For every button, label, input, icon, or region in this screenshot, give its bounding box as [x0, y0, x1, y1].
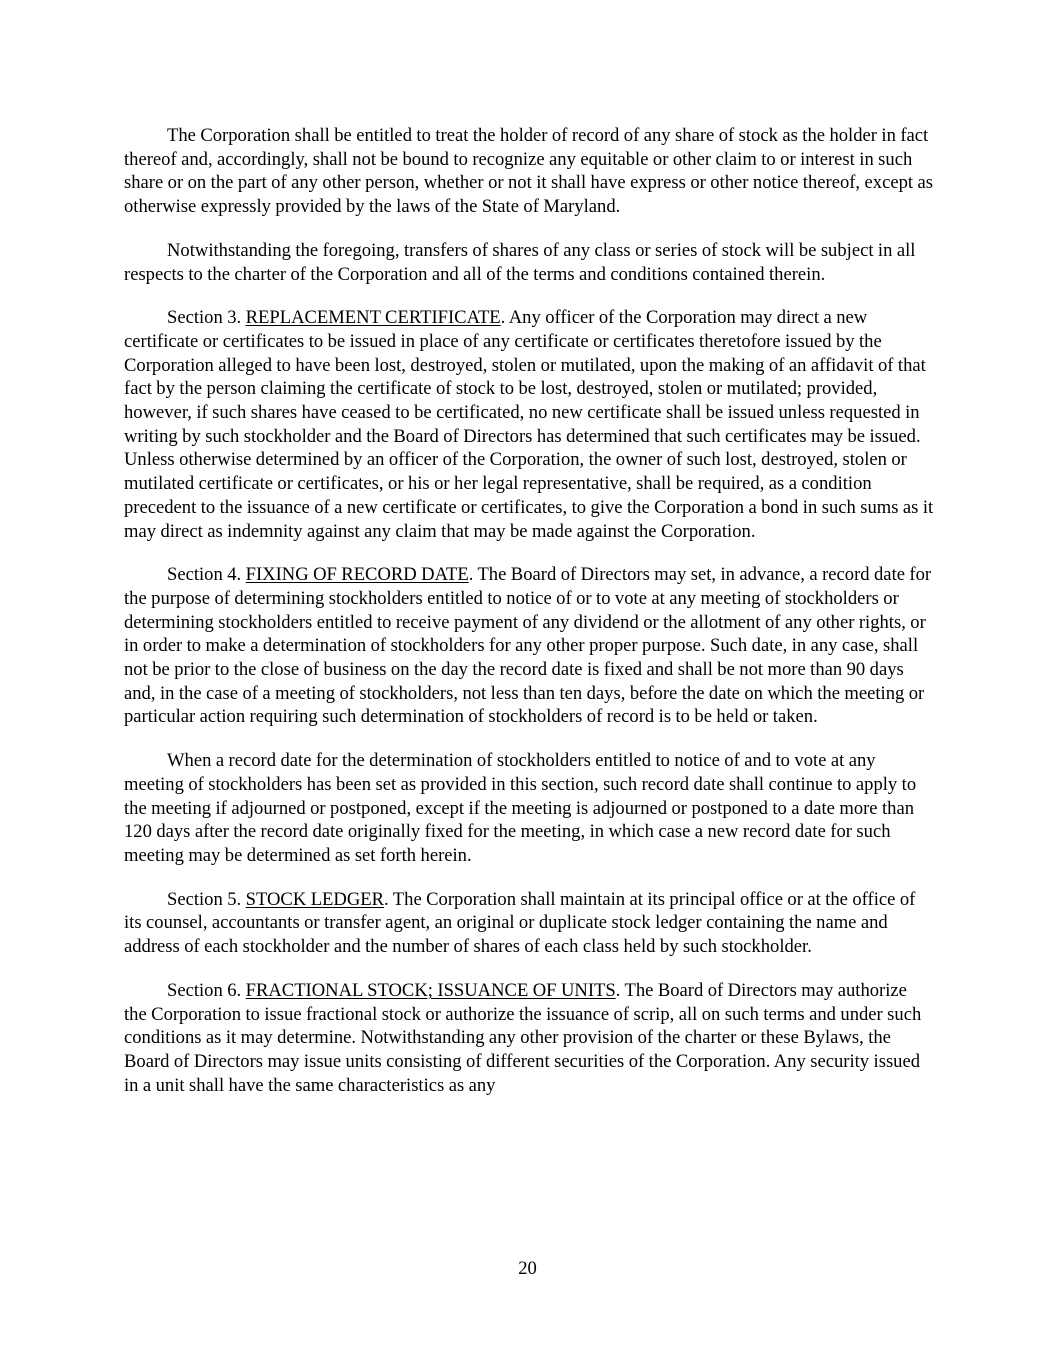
paragraph-transfers: [124, 239, 934, 286]
paragraph-text: . The Corporation shall maintain at its principal office or at the office of its counsel, accountants or transfer agent, an original or duplicate stock ledger containing the name and address of each stockholder and the number of shares of each class held by such stockholder.: [124, 888, 916, 958]
paragraph-text: . Any officer of the Corporation may direct a new certificate or certificates to be issued in place of any certificate or certificates theretofore issued by the Corporation alleged to have been lost, destroyed, stolen or mutilated, upon the making of an affidavit of that fact by the person claiming the certificate of stock to be lost, destroyed, stolen or mutilated; provided, however, if such shares have ceased to be certificated, no new certificate shall be issued unless requested in writing by such stockholder and the Board of Directors has determined that such certificates may be issued. Unless otherwise determined by an officer of the Corporation, the owner of such lost, destroyed, stolen or mutilated certificate or certificates, or his or her legal representative, shall be required, as a condition precedent to the issuance of a new certificate or certificates, to give the Corporation a bond in such sums as it may direct as indemnity against any claim that may be made against the Corporation.: [124, 307, 934, 542]
section-number: Section 4.: [167, 564, 246, 586]
paragraph-section-3: [124, 306, 934, 543]
paragraph-text: When a record date for the determination of stockholders entitled to notice of and to vote at any meeting of stockholders has been set as provided in this section, such record date shall continue to apply to the meeting if adjourned or postponed, except if the meeting is adjourned or postponed to a date more than 120 days after the record date originally fixed for the meeting, in which case a new record date for such meeting may be determined as set forth herein.: [124, 750, 917, 866]
section-number: Section 5.: [167, 888, 246, 910]
paragraph-record-date-continuation: [124, 749, 934, 868]
section-heading-stock-ledger: STOCK LEDGER: [245, 888, 385, 910]
paragraph-section-6: [124, 979, 934, 1098]
paragraph-record-holder: [124, 124, 934, 219]
paragraph-text: The Corporation shall be entitled to treat the holder of record of any share of stock as the holder in fact thereof and, accordingly, shall not be bound to recognize any equitable or other claim to or interest in such share or on the part of any other person, whether or not it shall have express or other notice thereof, except as otherwise expressly provided by the laws of the State of Maryland.: [124, 125, 933, 218]
paragraph-section-4: [124, 563, 934, 729]
section-heading-fractional-stock: FRACTIONAL STOCK; ISSUANCE OF UNITS: [245, 979, 616, 1001]
section-heading-replacement-certificate: REPLACEMENT CERTIFICATE: [245, 307, 501, 329]
paragraph-text: Notwithstanding the foregoing, transfers of shares of any class or series of stock will be subject in all respects to the charter of the Corporation and all of the terms and conditions contained therein.: [124, 239, 916, 285]
section-number: Section 6.: [167, 979, 246, 1001]
paragraph-section-5: [124, 888, 934, 959]
section-heading-fixing-of-record-date: FIXING OF RECORD DATE: [245, 564, 469, 586]
page-number: 20: [518, 1258, 537, 1279]
paragraph-text: . The Board of Directors may authorize the Corporation to issue fractional stock or authorize the issuance of scrip, all on such terms and under such conditions as it may determine. Notwithstanding any other provision of the charter or these Bylaws, the Board of Directors may issue units consisting of different securities of the Corporation. Any security issued in a unit shall have the same characteristics as any: [124, 979, 922, 1096]
document-page: [124, 124, 934, 1117]
section-number: Section 3.: [167, 307, 246, 329]
paragraph-text: . The Board of Directors may set, in advance, a record date for the purpose of determining stockholders entitled to notice of or to vote at any meeting of stockholders or determining stockholders entitled to receive payment of any dividend or the allotment of any other rights, or in order to make a determination of stockholders for any other proper purpose. Such date, in any case, shall not be prior to the close of business on the day the record date is fixed and shall be not more than 90 days and, in the case of a meeting of stockholders, not less than ten days, before the date on which the meeting or particular action requiring such determination of stockholders of record is to be held or taken.: [124, 564, 932, 728]
